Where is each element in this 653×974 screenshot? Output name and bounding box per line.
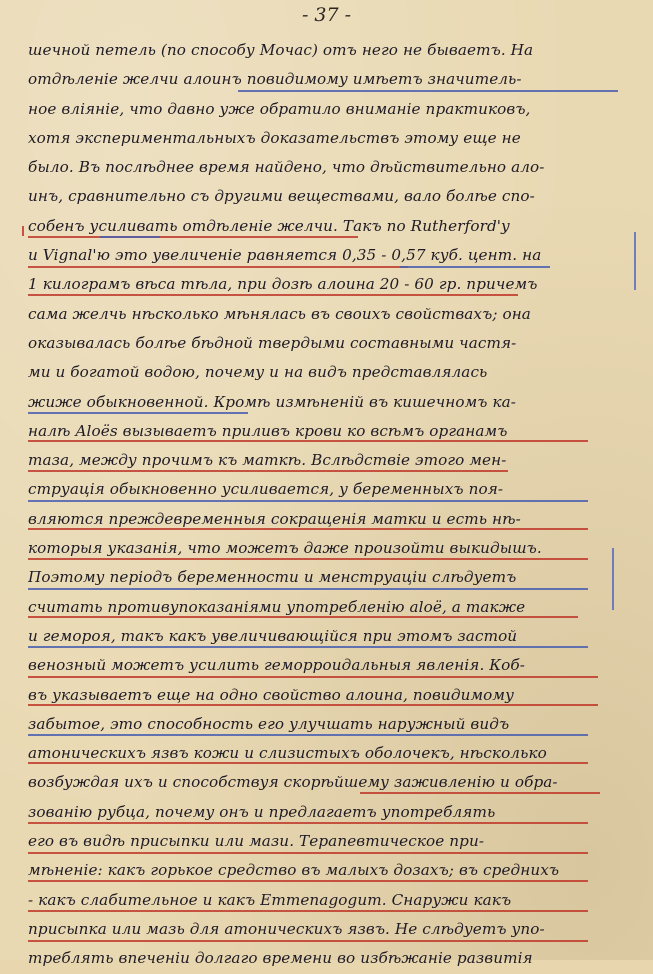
page-number: - 37 -: [301, 4, 352, 26]
text-line: - какъ слабительное и какъ Emmenagogum. Снаружи какъ: [28, 890, 512, 909]
text-line: Поэтому періодъ беременности и менструаціи слѣдуетъ: [28, 568, 517, 587]
text-line: шечной петель (по способу Мочас) отъ него не бываетъ. На: [28, 41, 534, 59]
text-line: сама желчь нѣсколько мѣнялась въ своихъ свойствахъ; она: [28, 304, 531, 323]
text-line: зованію рубца, почему онъ и предлагаетъ употреблять: [28, 802, 496, 821]
text-line: хотя экспериментальныхъ доказательствъ этому еще не: [28, 128, 521, 147]
text-line: инъ, сравнительно съ другими веществами, вало болѣе спо-: [28, 187, 535, 206]
text-line: ми и богатой водою, почему и на видъ представлялась: [28, 363, 488, 382]
text-line: атоническихъ язвъ кожи и слизистыхъ оболочекъ, нѣсколько: [28, 744, 547, 763]
text-line: забытое, это способность его улучшать наружный видъ: [28, 714, 510, 733]
text-line: 1 килограмъ вѣса тѣла, при дозѣ алоина 20 - 60 гр. причемъ: [28, 275, 538, 294]
text-line: мѣненіе: какъ горькое средство въ малыхъ дозахъ; въ среднихъ: [28, 861, 560, 880]
text-line: считать противупоказаніями употребленію aloë, а также: [28, 597, 526, 616]
text-line: оказывалась болѣе бѣдной твердыми составными частя-: [28, 333, 517, 352]
text-line: таза, между прочимъ къ маткѣ. Вслѣдствіе этого мен-: [28, 451, 507, 470]
text-line: и Vignal'ю это увеличеніе равняется 0,35 - 0,57 куб. цент. на: [28, 246, 542, 265]
text-line: въ указываетъ еще на одно свойство алоина, повидимому: [28, 685, 514, 704]
handwritten-text-block: [28, 36, 618, 974]
text-line: было. Въ послѣднее время найдено, что дѣйствительно ало-: [28, 158, 545, 177]
text-line: струація обыкновенно усиливается, у беременныхъ поя-: [28, 480, 504, 499]
text-line: венозный можетъ усилить геморроидальныя явленія. Коб-: [28, 656, 525, 675]
margin-bar-left-red: [22, 226, 24, 236]
text-line: собенъ усиливать отдѣленіе желчи. Такъ по Rutherford'у: [28, 216, 510, 235]
text-line: и гемороя, такъ какъ увеличивающійся при этомъ застой: [28, 626, 518, 645]
text-line: треблять впеченіи долгаго времени во избѣжаніе развитія: [28, 949, 533, 968]
text-line: ное вліяніе, что давно уже обратило вниманіе практиковъ,: [28, 99, 531, 118]
text-line: возбуждая ихъ и способствуя скорѣйшему заживленію и обра-: [28, 773, 558, 792]
text-line: его въ видѣ присыпки или мази. Терапевтическое при-: [28, 832, 485, 851]
text-line: отдѣленіе желчи алоинъ повидимому имѣетъ значитель-: [28, 70, 522, 89]
text-line: присыпка или мазь для атоническихъ язвъ. Не слѣдуетъ упо-: [28, 919, 545, 938]
text-line: жиже обыкновенной. Кромѣ измѣненій въ кишечномъ ка-: [28, 392, 517, 411]
text-line: которыя указанія, что можетъ даже произойти выкидышъ.: [28, 539, 542, 558]
margin-bar-right-upper: [634, 232, 636, 290]
text-line: вляются преждевременныя сокращенія матки и есть нѣ-: [28, 509, 521, 528]
text-line: налѣ Aloës вызываетъ приливъ крови ко всѣмъ органамъ: [28, 421, 508, 440]
